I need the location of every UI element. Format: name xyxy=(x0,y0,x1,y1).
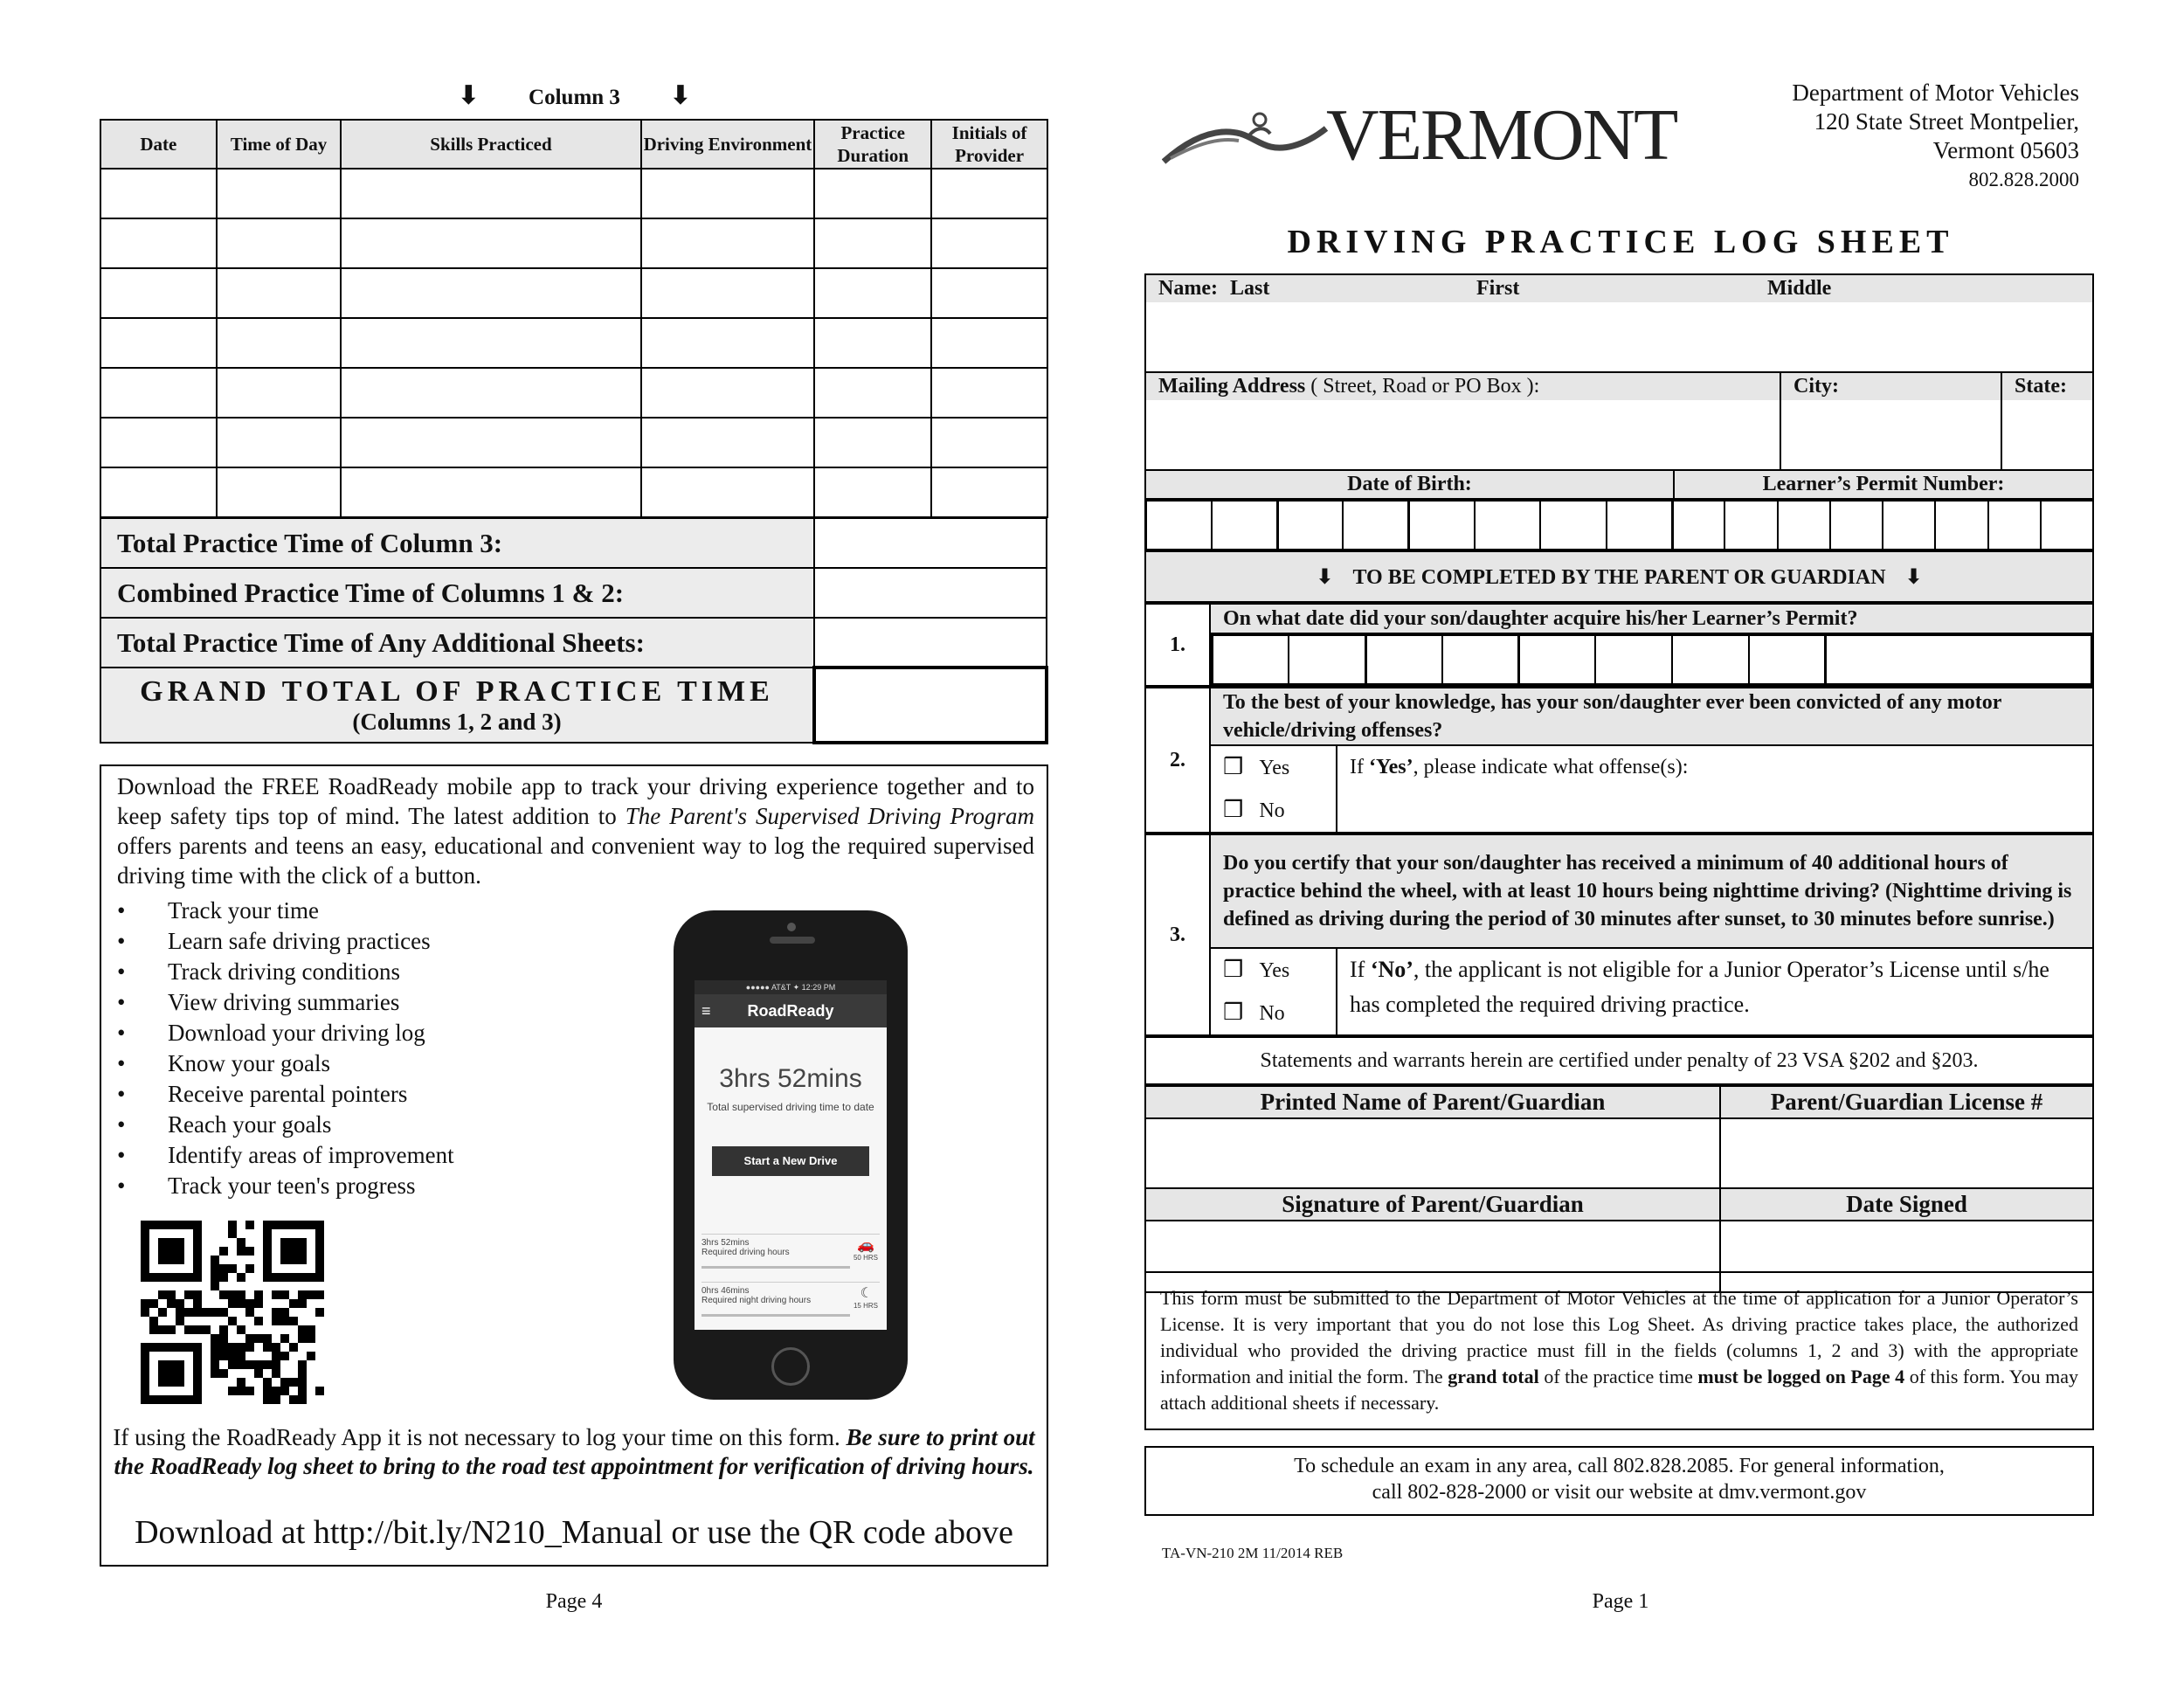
table-cell[interactable] xyxy=(641,467,815,517)
city-field[interactable] xyxy=(1780,400,2001,470)
q2-number: 2. xyxy=(1145,688,1210,833)
bullet-icon: • xyxy=(117,928,126,954)
camera-icon xyxy=(787,923,796,931)
q2-yes-option[interactable] xyxy=(1210,745,1337,789)
table-cell[interactable] xyxy=(931,318,1047,368)
table-cell[interactable] xyxy=(814,268,931,318)
header-driving-environment: Driving Environment xyxy=(641,120,815,169)
followup-part: If xyxy=(1350,756,1369,778)
name-labels xyxy=(1145,274,2093,302)
table-cell[interactable] xyxy=(931,169,1047,218)
footer-emphasis: Be sure to print out the RoadReady log sheet to bring to the road test appointment for verification of driving hours. xyxy=(114,1424,1035,1479)
parent-section-title xyxy=(1145,551,2093,602)
digit-box[interactable] xyxy=(1883,501,1935,550)
table-cell[interactable] xyxy=(100,418,217,467)
mailing-address-label xyxy=(1145,373,1780,400)
menu-icon: ≡ xyxy=(702,1002,711,1020)
q3-text xyxy=(1210,834,2093,948)
home-button-icon xyxy=(771,1347,810,1386)
row-value: 3hrs 52mins xyxy=(702,1238,750,1248)
night-hours-row xyxy=(702,1282,880,1320)
table-cell[interactable] xyxy=(100,318,217,368)
table-cell[interactable] xyxy=(100,467,217,517)
dmv-phone: 802.828.2000 xyxy=(1968,169,2079,190)
question-1 xyxy=(1144,603,2094,687)
bullet-icon: • xyxy=(117,1050,126,1076)
table-cell[interactable] xyxy=(341,218,640,268)
q3-no-option[interactable] xyxy=(1210,992,1337,1035)
state-field[interactable] xyxy=(2001,400,2093,470)
digit-box[interactable] xyxy=(1607,501,1672,550)
total-row xyxy=(100,618,1047,668)
row-label: Required driving hours xyxy=(702,1248,790,1257)
list-item-label: View driving summaries xyxy=(168,989,400,1015)
address-label-row xyxy=(1145,373,2093,400)
table-cell[interactable] xyxy=(814,218,931,268)
q1-number: 1. xyxy=(1145,604,1210,686)
permit-label: Learner’s Permit Number: xyxy=(1674,471,2093,499)
q2-no-option[interactable] xyxy=(1210,789,1337,833)
table-cell[interactable] xyxy=(641,218,815,268)
digit-box[interactable] xyxy=(1277,501,1343,550)
list-item xyxy=(117,957,454,987)
footer-part: If using the RoadReady App it is not necessary to log your time on this form. xyxy=(113,1424,847,1450)
bullet-icon: • xyxy=(117,1081,126,1107)
header-date: Date xyxy=(100,120,217,169)
digit-box[interactable] xyxy=(1409,501,1475,550)
header-skills-practiced: Skills Practiced xyxy=(341,120,640,169)
app-title-bar xyxy=(695,994,887,1027)
header-initials-of-provider: Initials of Provider xyxy=(931,120,1047,169)
parent-section-header xyxy=(1144,550,2094,603)
down-arrow-icon: ⬇ xyxy=(669,80,692,111)
digit-box[interactable] xyxy=(1778,501,1830,550)
checkbox-icon[interactable]: ❒ xyxy=(1223,957,1244,983)
parent-name-label: Printed Name of Parent/Guardian xyxy=(1145,1086,1720,1118)
digit-box[interactable] xyxy=(1935,501,1987,550)
table-cell[interactable] xyxy=(641,169,815,218)
table-cell[interactable] xyxy=(641,418,815,467)
table-cell[interactable] xyxy=(931,268,1047,318)
q3-text-note: (Nighttime driving is defined as driving during the period of 30 minutes after sunset, to 30 minutes before sunrise.) xyxy=(1223,880,2072,930)
checkbox-icon[interactable]: ❒ xyxy=(1223,1000,1244,1026)
q2-text-row xyxy=(1145,688,2093,745)
name-field[interactable] xyxy=(1145,302,2093,372)
date-signed-label: Date Signed xyxy=(1720,1188,2093,1221)
column-3-label: Column 3 xyxy=(529,86,620,109)
q3-text-row xyxy=(1145,834,2093,948)
list-item-label: Receive parental pointers xyxy=(168,1081,408,1107)
question-2 xyxy=(1144,687,2094,834)
table-cell[interactable] xyxy=(217,169,342,218)
app-intro-text xyxy=(117,771,1034,890)
digit-row xyxy=(1213,635,2092,684)
table-cell[interactable] xyxy=(217,268,342,318)
list-item-label: Track your time xyxy=(168,897,319,924)
dmv-address xyxy=(1660,79,2079,194)
dmv-street: 120 State Street Montpelier, xyxy=(1814,108,2079,135)
digit-box[interactable] xyxy=(1442,635,1519,684)
notice-part: of this form. You may attach additional sheets if necessary. xyxy=(1160,1366,2079,1414)
followup-emphasis: ‘No’ xyxy=(1370,957,1413,982)
table-cell[interactable] xyxy=(341,467,640,517)
list-item-label: Identify areas of improvement xyxy=(168,1142,454,1168)
city-label: City: xyxy=(1780,373,2001,400)
speaker-icon xyxy=(770,937,815,944)
table-cell[interactable] xyxy=(217,218,342,268)
parent-name-field[interactable] xyxy=(1145,1118,1720,1188)
table-cell[interactable] xyxy=(100,268,217,318)
dob-label: Date of Birth: xyxy=(1145,471,1674,499)
table-cell[interactable] xyxy=(217,368,342,418)
table-cell[interactable] xyxy=(641,268,815,318)
table-cell[interactable] xyxy=(931,218,1047,268)
no-label: No xyxy=(1259,1002,1285,1025)
last-name-label: Last xyxy=(1229,277,1270,300)
list-item xyxy=(117,1171,454,1201)
statement-row xyxy=(1145,1037,2093,1084)
q1-text-row xyxy=(1145,604,2093,633)
table-cell[interactable] xyxy=(931,467,1047,517)
table-row xyxy=(100,318,1047,368)
mailing-label: Mailing Address xyxy=(1158,375,1306,398)
checkbox-icon[interactable]: ❒ xyxy=(1223,797,1244,823)
additional-sheets-field[interactable] xyxy=(814,618,1047,668)
q1-date-field[interactable] xyxy=(1210,633,2093,686)
row-goal: 50 HRS xyxy=(853,1254,878,1262)
phone-image xyxy=(674,910,908,1400)
list-item-label: Learn safe driving practices xyxy=(168,928,431,954)
list-item xyxy=(117,1140,454,1171)
down-arrow-icon: ⬇ xyxy=(1904,564,1923,589)
table-cell[interactable] xyxy=(814,467,931,517)
column-3-header xyxy=(100,80,1048,115)
total-column-3-field[interactable] xyxy=(814,518,1047,568)
logo-text: VERMONT xyxy=(1326,94,1677,176)
q1-answer-row xyxy=(1145,633,2093,686)
grand-total-title: GRAND TOTAL OF PRACTICE TIME xyxy=(140,675,774,708)
app-intro-part: Download the FREE RoadReady mobile app to track your driving experience together and to keep safety tips top of mind. The latest addition to xyxy=(117,773,1034,829)
address-section xyxy=(1144,373,2094,471)
table-cell[interactable] xyxy=(814,318,931,368)
mailing-address-field[interactable] xyxy=(1145,400,1780,470)
dmv-city: Vermont 05603 xyxy=(1932,137,2079,163)
parent-info-section xyxy=(1144,1085,2094,1293)
dob-permit-section xyxy=(1144,471,2094,500)
schedule-line-1: To schedule an exam in any area, call 802.828.2085. For general information, xyxy=(1294,1455,1945,1477)
digit-box[interactable] xyxy=(1595,635,1672,684)
parent-header-row xyxy=(1145,551,2093,602)
first-name-label: First xyxy=(1476,277,1520,300)
digit-box[interactable] xyxy=(1365,635,1442,684)
table-row xyxy=(100,268,1047,318)
table-cell[interactable] xyxy=(100,218,217,268)
q3-text-main: Do you certify that your son/daughter has received a minimum of 40 additional hours of practice behind the wheel, with at least 10 hours being nighttime driving? xyxy=(1223,852,2008,903)
table-row xyxy=(100,169,1047,218)
list-item-label: Reach your goals xyxy=(168,1111,332,1138)
q3-followup-note xyxy=(1337,948,2093,1035)
row-goal: 15 HRS xyxy=(853,1302,878,1310)
table-row xyxy=(100,467,1047,517)
digit-box[interactable] xyxy=(1475,501,1540,550)
signature-label-row xyxy=(1145,1188,2093,1221)
parent-license-label: Parent/Guardian License # xyxy=(1720,1086,2093,1118)
table-cell[interactable] xyxy=(217,418,342,467)
total-row xyxy=(100,568,1047,618)
list-item xyxy=(117,1079,454,1110)
table-cell[interactable] xyxy=(931,368,1047,418)
table-cell[interactable] xyxy=(100,169,217,218)
digit-box[interactable] xyxy=(1146,501,1212,550)
address-field-row xyxy=(1145,400,2093,470)
list-item xyxy=(117,1048,454,1079)
middle-name-label: Middle xyxy=(1767,277,1832,300)
phone-screen xyxy=(695,980,887,1330)
app-intro-part: offers parents and teens an easy, educational and convenient way to log the required supervised driving time with the click of a button. xyxy=(117,833,1034,889)
qr-code-icon xyxy=(141,1221,324,1404)
bullet-icon: • xyxy=(117,958,126,985)
q2-offense-field[interactable] xyxy=(1337,745,2093,833)
list-item xyxy=(117,1018,454,1048)
yes-label: Yes xyxy=(1259,757,1290,779)
applicant-form xyxy=(1144,273,2094,1293)
app-name: RoadReady xyxy=(747,1002,834,1020)
table-cell[interactable] xyxy=(217,318,342,368)
digit-box[interactable] xyxy=(1672,501,1724,550)
app-feature-list xyxy=(117,896,454,1201)
digit-box[interactable] xyxy=(1672,635,1749,684)
name-prefix-label: Name: xyxy=(1158,277,1218,300)
form-title-text: DRIVING PRACTICE LOG SHEET xyxy=(1287,224,1954,260)
progress-bar xyxy=(702,1314,850,1317)
list-item xyxy=(117,987,454,1018)
followup-part: , please indicate what offense(s): xyxy=(1413,756,1689,778)
dob-permit-digits xyxy=(1144,500,2094,550)
status-bar: ●●●●● AT&T ✦ 12:29 PM xyxy=(695,980,887,994)
grand-total-row xyxy=(100,668,1047,743)
notice-part: This form must be submitted to the Department of Motor Vehicles at the time of application for a Junior Operator’s License. It is very important that you do not lose this Log Sheet. As driving practice takes place, the authorized individual who provided the driving practice must fill in the fields (columns 1, 2 and 3) with the appropriate information and initial the form. The xyxy=(1160,1287,2078,1387)
digit-box[interactable] xyxy=(1830,501,1883,550)
down-arrow-icon: ⬇ xyxy=(457,80,480,111)
bullet-icon: • xyxy=(117,989,126,1015)
table-cell[interactable] xyxy=(814,418,931,467)
bullet-icon: • xyxy=(117,1111,126,1138)
checkbox-icon[interactable]: ❒ xyxy=(1223,754,1244,780)
digit-row xyxy=(1146,501,2094,550)
name-field-row xyxy=(1145,302,2093,372)
page-number-right: Page 1 xyxy=(1592,1590,1649,1613)
grand-total-subtitle: (Columns 1, 2 and 3) xyxy=(352,708,562,735)
table-row xyxy=(100,368,1047,418)
parent-field-row xyxy=(1145,1118,2093,1188)
vermont-logo xyxy=(1162,94,1677,176)
schedule-info xyxy=(1144,1446,2094,1516)
digit-box[interactable] xyxy=(1749,635,1826,684)
table-cell[interactable] xyxy=(931,418,1047,467)
submission-notice xyxy=(1144,1271,2094,1430)
totals-table xyxy=(100,517,1048,744)
list-item xyxy=(117,1110,454,1140)
q1-text: On what date did your son/daughter acquire his/her Learner’s Permit? xyxy=(1210,604,2093,633)
row-value: 0hrs 46mins xyxy=(702,1286,750,1296)
app-footer-text xyxy=(101,1423,1047,1481)
table-header-row xyxy=(100,120,1047,169)
certification-statement: Statements and warrants herein are certified under penalty of 23 VSA §202 and §203. xyxy=(1145,1037,2093,1084)
down-arrow-icon: ⬇ xyxy=(1316,564,1334,589)
moon-icon: ☾ xyxy=(860,1286,873,1301)
notice-part: of the practice time xyxy=(1538,1366,1698,1387)
mailing-hint: ( Street, Road or PO Box ): xyxy=(1305,375,1540,398)
grand-total-field[interactable] xyxy=(814,668,1047,743)
table-cell[interactable] xyxy=(341,368,640,418)
yes-label: Yes xyxy=(1259,959,1290,982)
name-label-row xyxy=(1145,274,2093,302)
digit-box[interactable] xyxy=(1289,635,1365,684)
parent-license-field[interactable] xyxy=(1720,1118,2093,1188)
table-row xyxy=(100,218,1047,268)
log-table-body xyxy=(100,169,1047,517)
start-drive-button: Start a New Drive xyxy=(712,1146,869,1176)
followup-part: If xyxy=(1350,957,1371,982)
practice-log-table xyxy=(100,119,1048,518)
roadready-app-box xyxy=(100,764,1048,1567)
page-number-left: Page 4 xyxy=(545,1590,603,1613)
list-item xyxy=(117,926,454,957)
followup-part: , the applicant is not eligible for a Junior Operator’s License until s/he has completed the required driving practice. xyxy=(1350,957,2049,1017)
statement-section xyxy=(1144,1036,2094,1085)
digit-box[interactable] xyxy=(1212,501,1277,550)
parent-label-row xyxy=(1145,1086,2093,1118)
total-row xyxy=(100,518,1047,568)
q2-yes-row xyxy=(1145,745,2093,789)
digit-box[interactable] xyxy=(2041,501,2093,550)
table-cell[interactable] xyxy=(341,418,640,467)
combined-columns-field[interactable] xyxy=(814,568,1047,618)
header-time-of-day: Time of Day xyxy=(217,120,342,169)
table-cell[interactable] xyxy=(814,368,931,418)
digit-box[interactable] xyxy=(1519,635,1596,684)
digit-box[interactable] xyxy=(1213,635,1289,684)
name-section xyxy=(1144,273,2094,373)
table-cell[interactable] xyxy=(641,318,815,368)
table-cell[interactable] xyxy=(341,318,640,368)
program-name: The Parent's Supervised Driving Program xyxy=(625,803,1034,829)
q3-number: 3. xyxy=(1145,834,1210,1035)
combined-columns-label: Combined Practice Time of Columns 1 & 2: xyxy=(100,568,814,618)
additional-sheets-label: Total Practice Time of Any Additional Sheets: xyxy=(100,618,814,668)
digit-box[interactable] xyxy=(1540,501,1606,550)
q2-text: To the best of your knowledge, has your son/daughter ever been convicted of any motor vehicle/driving offenses? xyxy=(1210,688,2093,745)
bullet-icon: • xyxy=(117,1020,126,1046)
signature-label: Signature of Parent/Guardian xyxy=(1145,1188,1720,1221)
list-item-label: Know your goals xyxy=(168,1050,330,1076)
table-cell[interactable] xyxy=(341,169,640,218)
dob-permit-label-row xyxy=(1145,471,2093,499)
bullet-icon: • xyxy=(117,897,126,924)
list-item-label: Download your driving log xyxy=(168,1020,425,1046)
table-cell[interactable] xyxy=(641,368,815,418)
digit-box[interactable] xyxy=(1724,501,1777,550)
notice-emphasis: grand total xyxy=(1448,1366,1539,1387)
car-icon: 🚗 xyxy=(857,1238,874,1253)
digit-box[interactable] xyxy=(1826,635,2091,684)
list-item-label: Track your teen's progress xyxy=(168,1173,416,1199)
table-cell[interactable] xyxy=(814,169,931,218)
table-cell[interactable] xyxy=(100,368,217,418)
driving-hours-row xyxy=(702,1234,880,1272)
row-label: Required night driving hours xyxy=(702,1296,812,1305)
table-row xyxy=(100,418,1047,467)
list-item-label: Track driving conditions xyxy=(168,958,400,985)
table-cell[interactable] xyxy=(217,467,342,517)
dmv-name: Department of Motor Vehicles xyxy=(1792,80,2079,106)
progress-bar xyxy=(702,1266,850,1269)
list-item xyxy=(117,896,454,926)
form-title xyxy=(1144,223,2097,261)
digit-box[interactable] xyxy=(1343,501,1408,550)
mountain-logo-icon xyxy=(1162,100,1328,170)
bullet-icon: • xyxy=(117,1173,126,1199)
download-link-line: Download at http://bit.ly/N210_Manual or use the QR code above xyxy=(135,1514,1013,1551)
question-3 xyxy=(1144,834,2094,1036)
total-column-3-label: Total Practice Time of Column 3: xyxy=(100,518,814,568)
q3-yes-row xyxy=(1145,948,2093,992)
no-label: No xyxy=(1259,799,1285,822)
followup-emphasis: ‘Yes’ xyxy=(1368,756,1413,778)
notice-emphasis: must be logged on Page 4 xyxy=(1697,1366,1905,1387)
parent-section-text: TO BE COMPLETED BY THE PARENT OR GUARDIAN xyxy=(1352,565,1886,589)
schedule-line-2: call 802-828-2000 or visit our website at dmv.vermont.gov xyxy=(1372,1481,1867,1504)
hours-caption: Total supervised driving time to date xyxy=(707,1101,874,1113)
grand-total-label xyxy=(100,668,814,743)
table-cell[interactable] xyxy=(341,268,640,318)
bullet-icon: • xyxy=(117,1142,126,1168)
q3-yes-option[interactable] xyxy=(1210,948,1337,992)
state-label: State: xyxy=(2001,373,2093,400)
header-practice-duration: Practice Duration xyxy=(814,120,931,169)
form-code: TA-VN-210 2M 11/2014 REB xyxy=(1162,1545,1344,1561)
digit-box[interactable] xyxy=(1988,501,2041,550)
hours-display: 3hrs 52mins xyxy=(719,1064,862,1093)
